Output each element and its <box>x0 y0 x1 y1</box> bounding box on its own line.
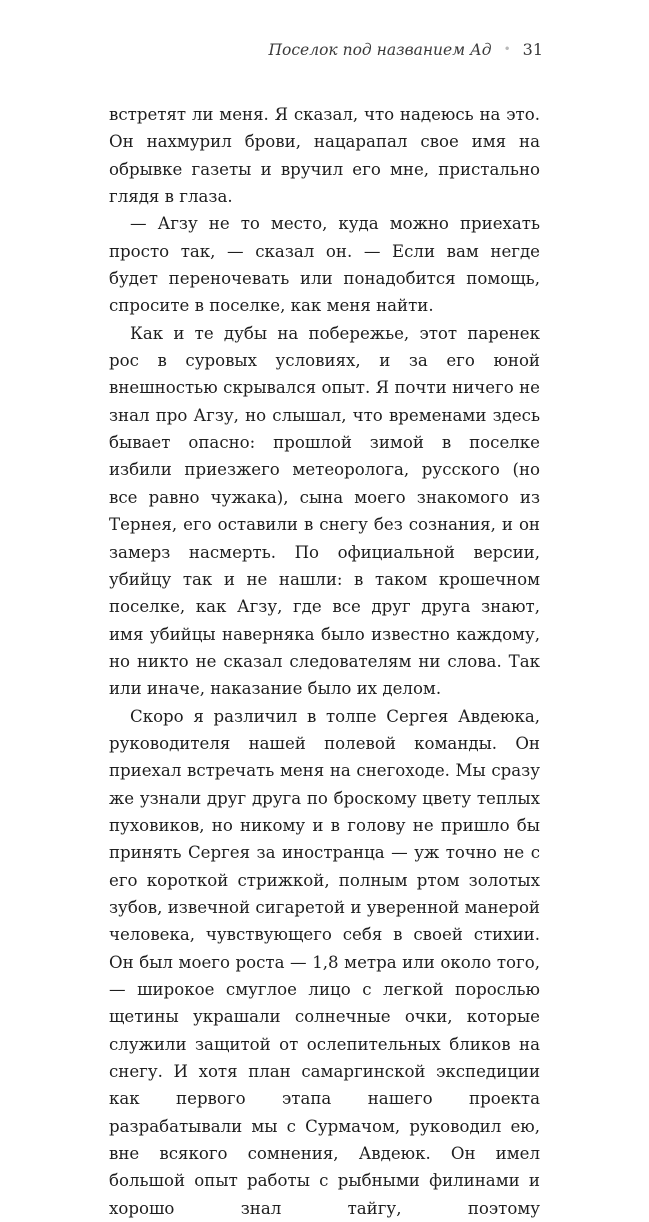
paragraph-3: Как и те дубы на побережье, этот паренек рос в суровых условиях, и за его юной внешностью скрывался опыт. Я почти ничего не знал про Агзу, но слышал, что временами здесь бывает опасно: прошлой зимой в поселке избили приезжего метеоролога, русского (но все равно чужака), сына моего знакомого из Тернея, его оставили в снегу без сознания, и он замерз насмерть. По официальной версии, убийцу так и не нашли: в таком крошечном поселке, как Агзу, где все друг друга знают, имя убийцы наверняка было известно каждому, но никто не сказал следователям ни слова. Так или иначе, наказание было их делом. <box>109 323 540 699</box>
running-head-separator: • <box>503 42 511 56</box>
body-text <box>109 101 540 1222</box>
running-head-title: Поселок под названием Ад <box>268 41 492 59</box>
page-number: 31 <box>522 40 543 59</box>
paragraph-1: встретят ли меня. Я сказал, что надеюсь на это. Он нахмурил брови, нацарапал свое имя на обрывке газеты и вручил его мне, пристально глядя в глаза. <box>109 105 540 207</box>
paragraph-2: — Агзу не то место, куда можно приехать просто так, — сказал он. — Если вам негде будет переночевать или понадобится помощь, спросите в поселке, как меня найти. <box>109 214 540 316</box>
running-head <box>269 40 543 59</box>
paragraph-4: Скоро я различил в толпе Сергея Авдеюка, руководителя нашей полевой команды. Он приехал встречать меня на снегоходе. Мы сразу же узнали друг друга по броскому цвету теплых пуховиков, но никому и в голову не пришло бы принять Сергея за иностранца — уж точно не с его короткой стрижкой, полным ртом золотых зубов, извечной сигаретой и уверенной манерой человека, чувствующего себя в своей стихии. Он был моего роста — 1,8 метра или около того, — широкое смуглое лицо с легкой порослью щетины украшали солнечные очки, которые служили защитой от ослепительных бликов на снегу. И хотя план самаргинской экспедиции как первого этапа нашего проекта разрабатывали мы с Сурмачом, руководил ею, вне всякого сомнения, Авдеюк. Он имел большой опыт работы с рыбными филинами и хорошо знал тайгу, поэтому <box>109 706 540 1218</box>
